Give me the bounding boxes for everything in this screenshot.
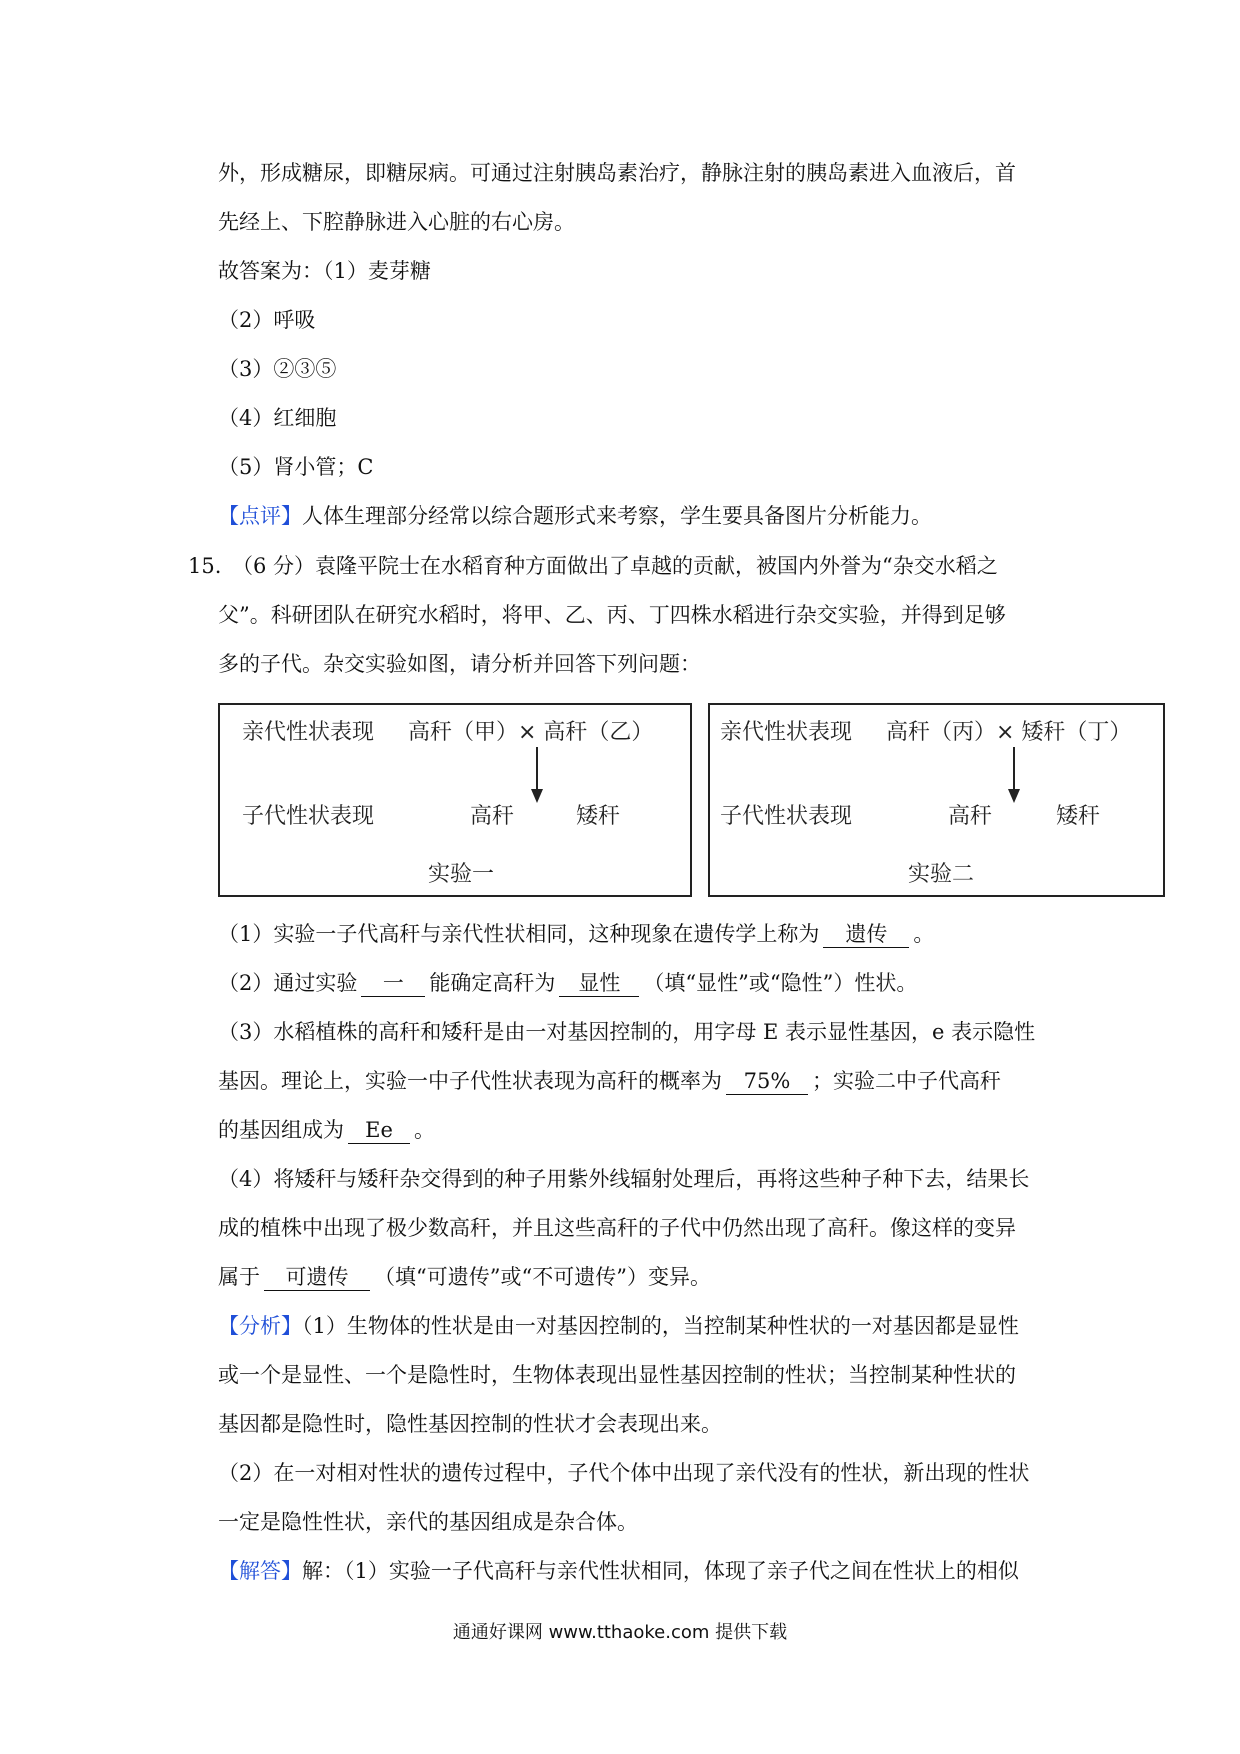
arrow-down-icon — [531, 789, 543, 803]
text-line: 先经上、下腔静脉进入心脏的右心房。 — [218, 210, 575, 234]
comment-text: 人体生理部分经常以综合题形式来考察，学生要具备图片分析能力。 — [302, 504, 932, 528]
question-text: 父”。科研团队在研究水稻时，将甲、乙、丙、丁四株水稻进行杂交实验，并得到足够 — [218, 603, 1006, 627]
answer-blank: 显性 — [559, 970, 639, 997]
q3-text: 。 — [414, 1118, 435, 1142]
parent-label: 亲代性状表现 — [242, 720, 375, 745]
subquestion-4: （4）将矮秆与矮秆杂交得到的种子用紫外线辐射处理后，再将这些种子种下去，结果长 — [218, 1167, 1030, 1191]
answer-blank: Ee — [348, 1117, 410, 1144]
analysis-line: 基因都是隐性时，隐性基因控制的性状才会表现出来。 — [218, 1412, 722, 1436]
subquestion-4-line: 成的植株中出现了极少数高秆，并且这些高秆的子代中仍然出现了高秆。像这样的变异 — [218, 1216, 1016, 1240]
answer-blank: 遗传 — [823, 921, 909, 948]
comment-tag: 【点评】 — [218, 504, 302, 528]
subquestion-1 — [218, 919, 1058, 949]
subquestion-3-line — [218, 1066, 1058, 1096]
experiment-caption: 实验二 — [908, 862, 975, 887]
comment — [218, 501, 1058, 531]
q2-text: （2）通过实验 — [218, 971, 358, 995]
answer-blank: 一 — [361, 970, 425, 997]
analysis-text: （1）生物体的性状是由一对基因控制的，当控制某种性状的一对基因都是显性 — [302, 1314, 1019, 1338]
child-label: 子代性状表现 — [242, 804, 375, 829]
analysis — [218, 1311, 1058, 1341]
child-label: 子代性状表现 — [720, 804, 853, 829]
q3-text: 的基因组成为 — [218, 1118, 344, 1142]
q4-text: 属于 — [218, 1265, 260, 1289]
q3-text: 基因。理论上，实验一中子代性状表现为高秆的概率为 — [218, 1069, 722, 1093]
parent-cross: 高秆（甲）× 高秆（乙） — [408, 720, 654, 745]
question-text: 多的子代。杂交实验如图，请分析并回答下列问题： — [218, 652, 701, 676]
child-short: 矮秆 — [576, 804, 621, 829]
solution-text: 解：（1）实验一子代高秆与亲代性状相同，体现了亲子代之间在性状上的相似 — [302, 1559, 1019, 1583]
solution — [218, 1556, 1058, 1586]
analysis-line: （2）在一对相对性状的遗传过程中，子代个体中出现了亲代没有的性状，新出现的性状 — [218, 1461, 1030, 1485]
q1-text: （1）实验一子代高秆与亲代性状相同，这种现象在遗传学上称为 — [218, 922, 820, 946]
answer-blank: 75% — [726, 1068, 808, 1095]
answer-blank: 可遗传 — [264, 1264, 370, 1291]
analysis-line: 一定是隐性性状，亲代的基因组成是杂合体。 — [218, 1510, 638, 1534]
subquestion-4-line — [218, 1262, 1058, 1292]
child-tall: 高秆 — [948, 804, 993, 829]
answer-item: （3）②③⑤ — [218, 357, 337, 381]
q4-text: （填“可遗传”或“不可遗传”）变异。 — [374, 1265, 711, 1289]
question-text: （6 分）袁隆平院士在水稻育种方面做出了卓越的贡献，被国内外誉为“杂交水稻之 — [232, 554, 998, 578]
q3-text: ；实验二中子代高秆 — [812, 1069, 1001, 1093]
child-short: 矮秆 — [1056, 804, 1101, 829]
page-footer: 通通好课网 www.tthaoke.com 提供下载 — [452, 1622, 788, 1643]
q1-post: 。 — [913, 922, 935, 946]
text-line: 外，形成糖尿，即糖尿病。可通过注射胰岛素治疗，静脉注射的胰岛素进入血液后，首 — [218, 161, 1016, 185]
analysis-line: 或一个是显性、一个是隐性时，生物体表现出显性基因控制的性状；当控制某种性状的 — [218, 1363, 1016, 1387]
arrow-down-icon — [1008, 789, 1020, 803]
arrow-line — [1013, 747, 1015, 791]
experiment-1-diagram — [218, 703, 692, 897]
answer-item: （2）呼吸 — [218, 308, 316, 332]
answer-item: （4）红细胞 — [218, 406, 337, 430]
subquestion-3: （3）水稻植株的高秆和矮秆是由一对基因控制的，用字母 E 表示显性基因，e 表示隐性 — [218, 1020, 1036, 1044]
q2-mid: 能确定高秆为 — [429, 971, 556, 995]
parent-cross: 高秆（丙）× 矮秆（丁） — [886, 720, 1132, 745]
solution-tag: 【解答】 — [218, 1559, 302, 1583]
subquestion-2 — [218, 968, 1058, 998]
child-tall: 高秆 — [470, 804, 515, 829]
q2-post: （填“显性”或“隐性”）性状。 — [643, 971, 918, 995]
answer-intro: 故答案为：（1）麦芽糖 — [218, 259, 431, 283]
analysis-tag: 【分析】 — [218, 1314, 302, 1338]
answer-item: （5）肾小管；C — [218, 455, 374, 479]
subquestion-3-line — [218, 1115, 1058, 1145]
parent-label: 亲代性状表现 — [720, 720, 853, 745]
question-number: 15. — [188, 554, 222, 578]
experiment-2-diagram — [708, 703, 1165, 897]
arrow-line — [536, 747, 538, 791]
experiment-caption: 实验一 — [428, 862, 495, 887]
